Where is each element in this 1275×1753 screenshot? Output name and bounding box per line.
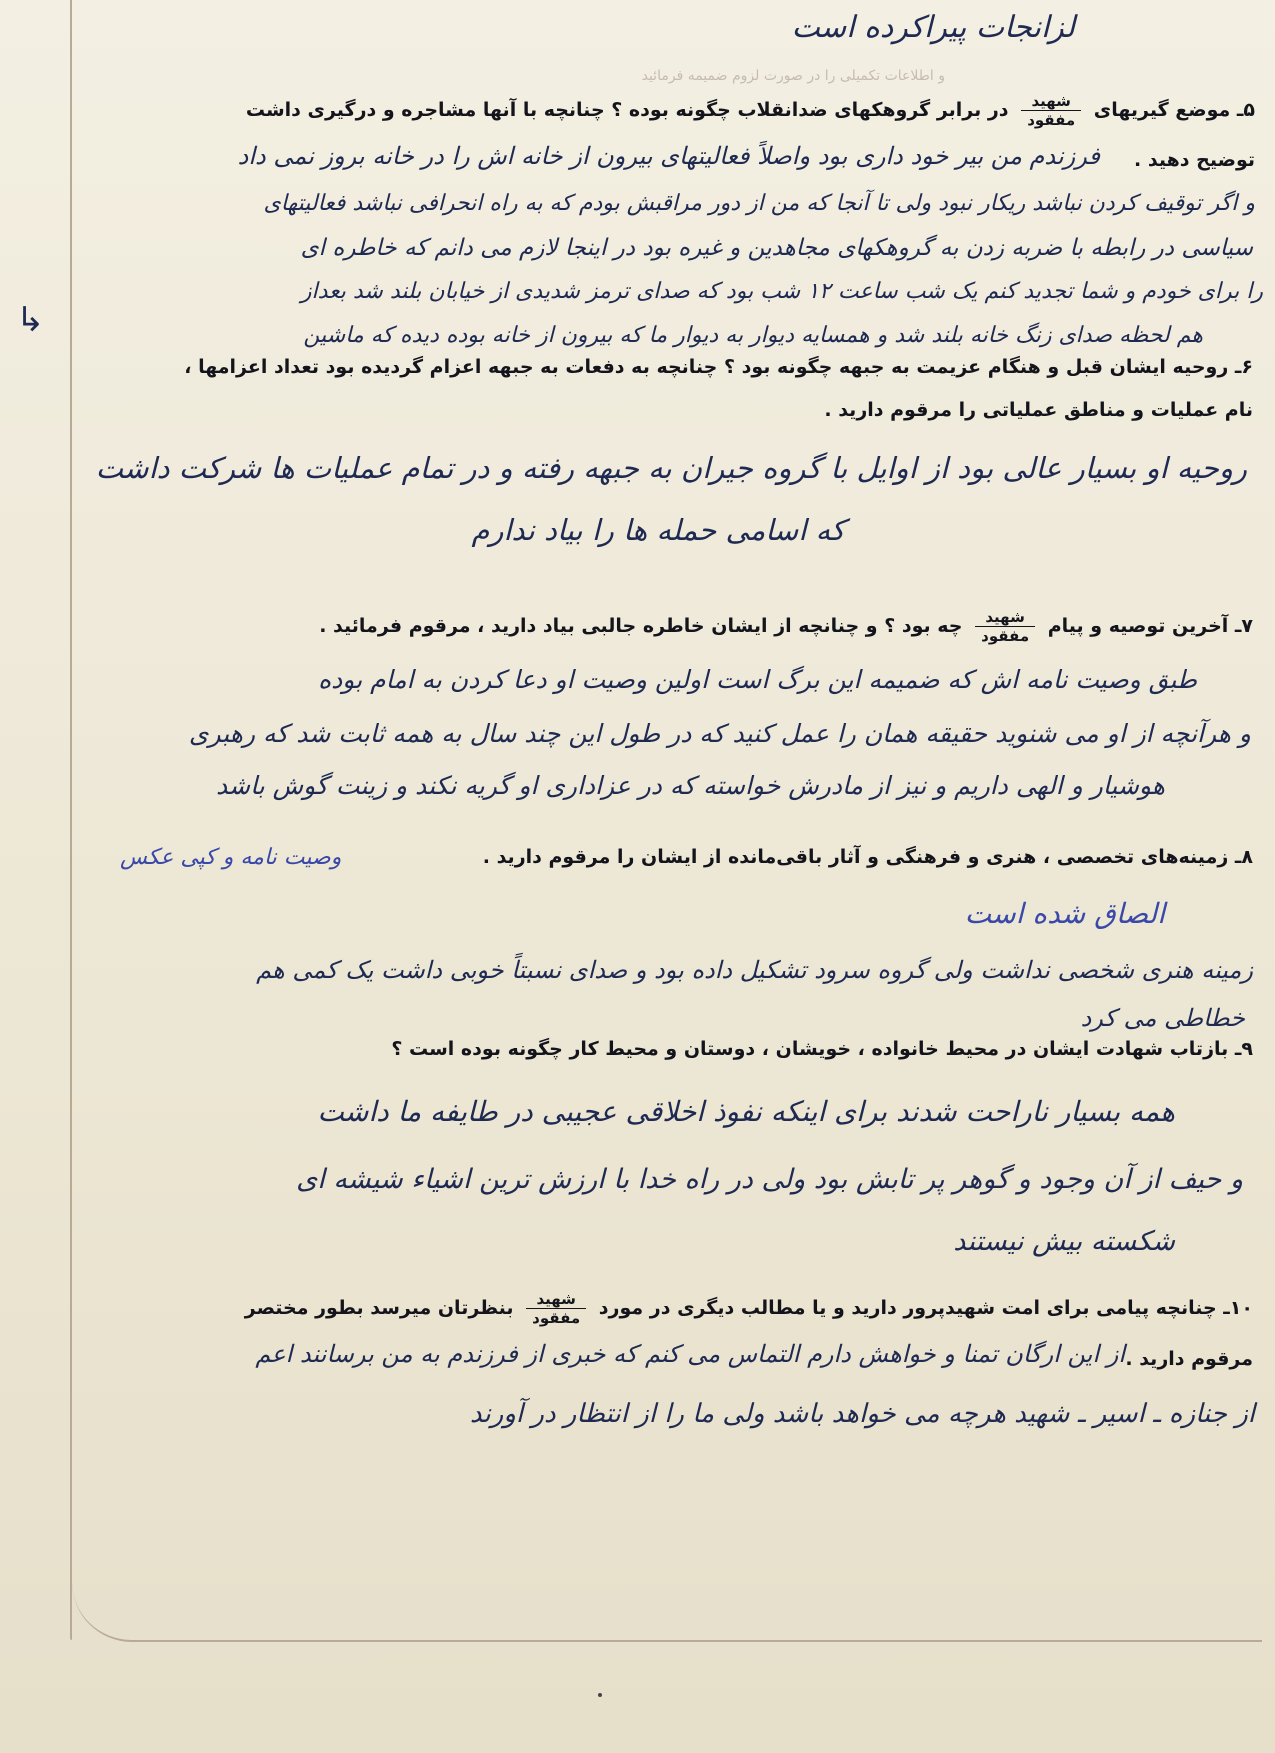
continuation-arrow-icon: ↳ bbox=[16, 300, 45, 340]
q8-inline-note: وصیت نامه و کپی عکس bbox=[120, 845, 342, 870]
q5-part1: ۵ـ موضع گیریهای bbox=[1093, 99, 1255, 121]
martyr-missing-fraction bbox=[975, 608, 1035, 645]
fraction-top: شهید bbox=[526, 1290, 586, 1309]
q5-part3: توضیح دهید . bbox=[1134, 149, 1255, 171]
question-6-line2: نام عملیات و مناطق عملیاتی را مرقوم دارید . bbox=[824, 399, 1253, 421]
page-dot bbox=[598, 1693, 602, 1697]
q5-answer-line: فرزندم من بیر خود داری بود واصلاً فعالیتهای بیرون از خانه اش را در خانه بروز نمی داد bbox=[237, 142, 1100, 170]
q5-part2: در برابر گروهکهای ضدانقلاب چگونه بوده ؟ چنانچه با آنها مشاجره و درگیری داشت bbox=[245, 99, 1009, 121]
q8-note: الصاق شده است bbox=[964, 897, 1165, 930]
fraction-bottom: مفقود bbox=[532, 1309, 581, 1327]
q8-answer-line: زمینه هنری شخصی نداشت ولی گروه سرود تشکیل داده بود و صدای نسبتاً خوبی داشت یک کمی هم bbox=[256, 956, 1253, 984]
q7-part1: ۷ـ آخرین توصیه و پیام bbox=[1047, 615, 1253, 637]
q8-answer-line: خطاطی می کرد bbox=[1080, 1004, 1245, 1032]
q5-answer-line: را برای خودم و شما تجدید کنم یک شب ساعت ۱۲ شب بود که صدای ترمز شدیدی از خیابان بلند شد بعداز bbox=[300, 279, 1263, 304]
martyr-missing-fraction bbox=[1021, 92, 1081, 129]
q10-part1: ۱۰ـ چنانچه پیامی برای امت شهیدپرور دارید و یا مطالب دیگری در مورد bbox=[598, 1297, 1253, 1319]
question-10 bbox=[245, 1290, 1253, 1327]
q5-answer-line: سیاسی در رابطه با ضربه زدن به گروهکهای مجاهدین و غیره بود در اینجا لازم می دانم که خاطره ای bbox=[300, 235, 1253, 261]
question-9: ۹ـ بازتاب شهادت ایشان در محیط خانواده ، خویشان ، دوستان و محیط کار چگونه بوده است ؟ bbox=[391, 1038, 1253, 1060]
q9-answer-line: همه بسیار ناراحت شدند برای اینکه نفوذ اخلاقی عجیبی در طایفه ما داشت bbox=[317, 1095, 1175, 1128]
q10-answer-line: از این ارگان تمنا و خواهش دارم التماس می کنم که خبری از فرزندم به من برسانند اعم bbox=[255, 1340, 1125, 1368]
top-handwriting: لزانجات پیراکرده است bbox=[791, 10, 1075, 45]
q10-answer-line: از جنازه ـ اسیر ـ شهید هرچه می خواهد باشد ولی ما را از انتظار در آورند bbox=[469, 1399, 1255, 1429]
fraction-top: شهید bbox=[1021, 92, 1081, 111]
fraction-top: شهید bbox=[975, 608, 1035, 627]
q7-part2: چه بود ؟ و چنانچه از ایشان خاطره جالبی بیاد دارید ، مرقوم فرمائید . bbox=[319, 615, 963, 637]
q6-answer-line: روحیه او بسیار عالی بود از اوایل با گروه جیران به جبهه رفته و در تمام عملیات ها شرکت داشت bbox=[95, 451, 1247, 485]
q5-answer-line: هم لحظه صدای زنگ خانه بلند شد و همسایه دیوار به دیوار ما که بیرون از خانه بوده دیده که ماشین bbox=[303, 323, 1203, 348]
q9-answer-line: و حیف از آن وجود و گوهر پر تابش بود ولی در راه خدا با ارزش ترین اشیاء شیشه ای bbox=[296, 1164, 1243, 1195]
martyr-missing-fraction bbox=[526, 1290, 586, 1327]
faint-bleed-text: و اطلاعات تکمیلی را در صورت لزوم ضمیمه فرمائید bbox=[641, 68, 945, 84]
q7-answer-line: هوشیار و الهی داریم و نیز از مادرش خواسته که در عزاداری او گریه نکند و زینت گوش باشد bbox=[216, 771, 1165, 800]
q10-part2: بنظرتان میرسد بطور مختصر bbox=[244, 1297, 514, 1319]
page-border-curve bbox=[72, 1560, 1262, 1642]
question-5 bbox=[246, 92, 1255, 129]
question-8: ۸ـ زمینه‌های تخصصی ، هنری و فرهنگی و آثار باقی‌مانده از ایشان را مرقوم دارید . bbox=[482, 846, 1253, 868]
question-6-line1: ۶ـ روحیه ایشان قبل و هنگام عزیمت به جبهه چگونه بود ؟ چنانچه به دفعات به جبهه اعزام گردیده بود تعداد اعزامها ، bbox=[184, 356, 1253, 378]
margin-line bbox=[70, 0, 72, 1640]
fraction-bottom: مفقود bbox=[981, 627, 1030, 645]
q6-answer-line: که اسامی حمله ها را بیاد ندارم bbox=[471, 513, 845, 547]
q10-part3: مرقوم دارید . bbox=[1125, 1348, 1253, 1370]
fraction-bottom: مفقود bbox=[1027, 111, 1076, 129]
q7-answer-line: طبق وصیت نامه اش که ضمیمه این برگ است اولین وصیت او دعا کردن به امام بوده bbox=[318, 665, 1197, 694]
question-7 bbox=[319, 608, 1253, 645]
q9-answer-line: شکسته بیش نیستند bbox=[953, 1226, 1175, 1257]
q5-answer-line: و اگر توقیف کردن نباشد ریکار نبود ولی تا آنجا که من از دور مراقبش بودم که به راه انحرافی نباشد فعالیتهای bbox=[263, 191, 1255, 216]
q7-answer-line: و هرآنچه از او می شنوید حقیقه همان را عمل کنید که در طول این چند سال به همه ثابت شد که رهبری bbox=[188, 719, 1251, 748]
